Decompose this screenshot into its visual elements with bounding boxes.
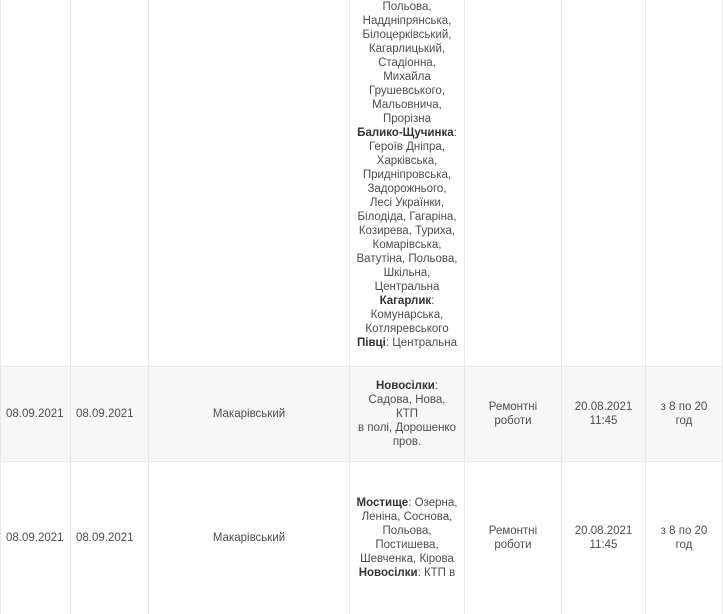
street-line (356, 510, 458, 524)
street-line (356, 168, 458, 182)
cell-line: Ремонтні (469, 400, 557, 414)
cell-line: год (650, 414, 718, 428)
street-line (356, 538, 458, 552)
street-line (356, 336, 458, 350)
street-names: в полі, Дорошенко (358, 422, 456, 434)
street-names: Грушевського, (369, 85, 445, 97)
hours-cell (646, 0, 723, 365)
work-type-cell (465, 367, 562, 462)
street-names: Леніна, Соснова, (362, 511, 453, 523)
street-line (356, 98, 458, 112)
street-names: Білодіда, Гагаріна, (357, 211, 456, 223)
street-line (356, 524, 458, 538)
date-from-cell: 08.09.2021 (1, 367, 71, 462)
street-names: Наддніпрянська, (363, 15, 452, 27)
street-line (356, 84, 458, 98)
streets-cell (350, 0, 465, 365)
street-names: Центральна (389, 337, 457, 349)
locality-name: Новосілки (376, 380, 435, 392)
locality-separator: : (431, 295, 434, 307)
street-names: Центральна (375, 281, 440, 293)
cell-line: 11:45 (566, 414, 641, 428)
cell-line: 11:45 (566, 538, 641, 552)
cell-line: роботи (469, 538, 557, 552)
locality-separator: : (418, 567, 421, 579)
announced-cell (562, 0, 646, 365)
table-row (1, 462, 723, 614)
street-line (356, 224, 458, 238)
table-row (1, 367, 723, 462)
street-names: Кагарлицький, (369, 43, 445, 55)
locality-name: Мостище (357, 497, 409, 509)
table-row (1, 0, 723, 365)
street-line (356, 322, 458, 336)
street-line (356, 14, 458, 28)
cell-line: Ремонтні (469, 524, 557, 538)
street-line (356, 552, 458, 566)
cell-line: год (650, 538, 718, 552)
street-names: Лесі Українки, (370, 197, 444, 209)
street-line (356, 182, 458, 196)
street-names: Котляревського (365, 323, 448, 335)
street-names: Героїв Дніпра, (369, 141, 445, 153)
street-line (356, 28, 458, 42)
street-line (356, 0, 458, 14)
street-names: Постишева, (375, 539, 438, 551)
street-line (356, 70, 458, 84)
street-line (356, 266, 458, 280)
cell-line: 20.08.2021 (566, 524, 641, 538)
street-names: Білоцерківський, (363, 29, 452, 41)
work-type-cell (465, 0, 562, 365)
street-line (356, 379, 458, 393)
locality-name: Кагарлик (380, 295, 432, 307)
date-from-cell (1, 0, 71, 365)
cell-line: з 8 по 20 (650, 524, 718, 538)
announced-cell (562, 462, 646, 614)
district-cell: Макарівський (149, 462, 350, 614)
hours-cell (646, 367, 723, 462)
street-names: Козирева, Туриха, (359, 225, 455, 237)
hours-cell (646, 462, 723, 614)
work-type-cell (465, 462, 562, 614)
street-line (356, 140, 458, 154)
street-line (356, 126, 458, 140)
street-line (356, 280, 458, 294)
date-to-cell: 08.09.2021 (71, 462, 149, 614)
locality-name: Новосілки (359, 567, 418, 579)
street-line (356, 112, 458, 126)
street-names: Комарівська, (373, 239, 442, 251)
street-line (356, 154, 458, 168)
street-line (356, 435, 458, 449)
streets-cell (350, 367, 465, 462)
street-names: Польова, (382, 525, 431, 537)
street-line (356, 308, 458, 322)
cell-line: роботи (469, 414, 557, 428)
street-names: Озерна, (411, 497, 457, 509)
cell-line: з 8 по 20 (650, 400, 718, 414)
street-line (356, 196, 458, 210)
street-names: Польова, (382, 1, 431, 13)
street-names: Шевченка, Кірова (360, 553, 454, 565)
street-names: Задорожнього, (367, 183, 446, 195)
street-names: Шкільна, (384, 267, 431, 279)
street-line (356, 238, 458, 252)
street-names: Ватутіна, Польова, (357, 253, 458, 265)
district-cell (149, 0, 350, 365)
street-names: Прорізна (383, 113, 431, 125)
street-line (356, 252, 458, 266)
street-line (356, 42, 458, 56)
locality-name: Балико-Щучинка (357, 127, 453, 139)
street-line (356, 56, 458, 70)
street-names: Михайла (383, 71, 431, 83)
street-line (356, 210, 458, 224)
announced-cell (562, 367, 646, 462)
street-line (356, 294, 458, 308)
street-line (356, 421, 458, 435)
street-names: Мальовнича, (372, 99, 442, 111)
locality-separator: : (435, 380, 438, 392)
street-names: пров. (393, 436, 421, 448)
locality-separator: : (408, 497, 411, 509)
street-names: Садова, Нова, КТП (369, 394, 446, 420)
street-line (356, 496, 458, 510)
date-from-cell: 08.09.2021 (1, 462, 71, 614)
locality-separator: : (454, 127, 457, 139)
streets-cell (350, 462, 465, 614)
street-names: КТП в (421, 567, 456, 579)
cell-line: 20.08.2021 (566, 400, 641, 414)
street-names: Придніпровська, (363, 169, 451, 181)
locality-name: Півці (357, 337, 386, 349)
date-to-cell: 08.09.2021 (71, 367, 149, 462)
street-names: Харківська, (377, 155, 438, 167)
street-line (356, 566, 458, 580)
district-cell: Макарівський (149, 367, 350, 462)
street-line (356, 393, 458, 421)
date-to-cell (71, 0, 149, 365)
street-names: Комунарська, (371, 309, 444, 321)
street-names: Стадіонна, (378, 57, 436, 69)
locality-separator: : (386, 337, 389, 349)
